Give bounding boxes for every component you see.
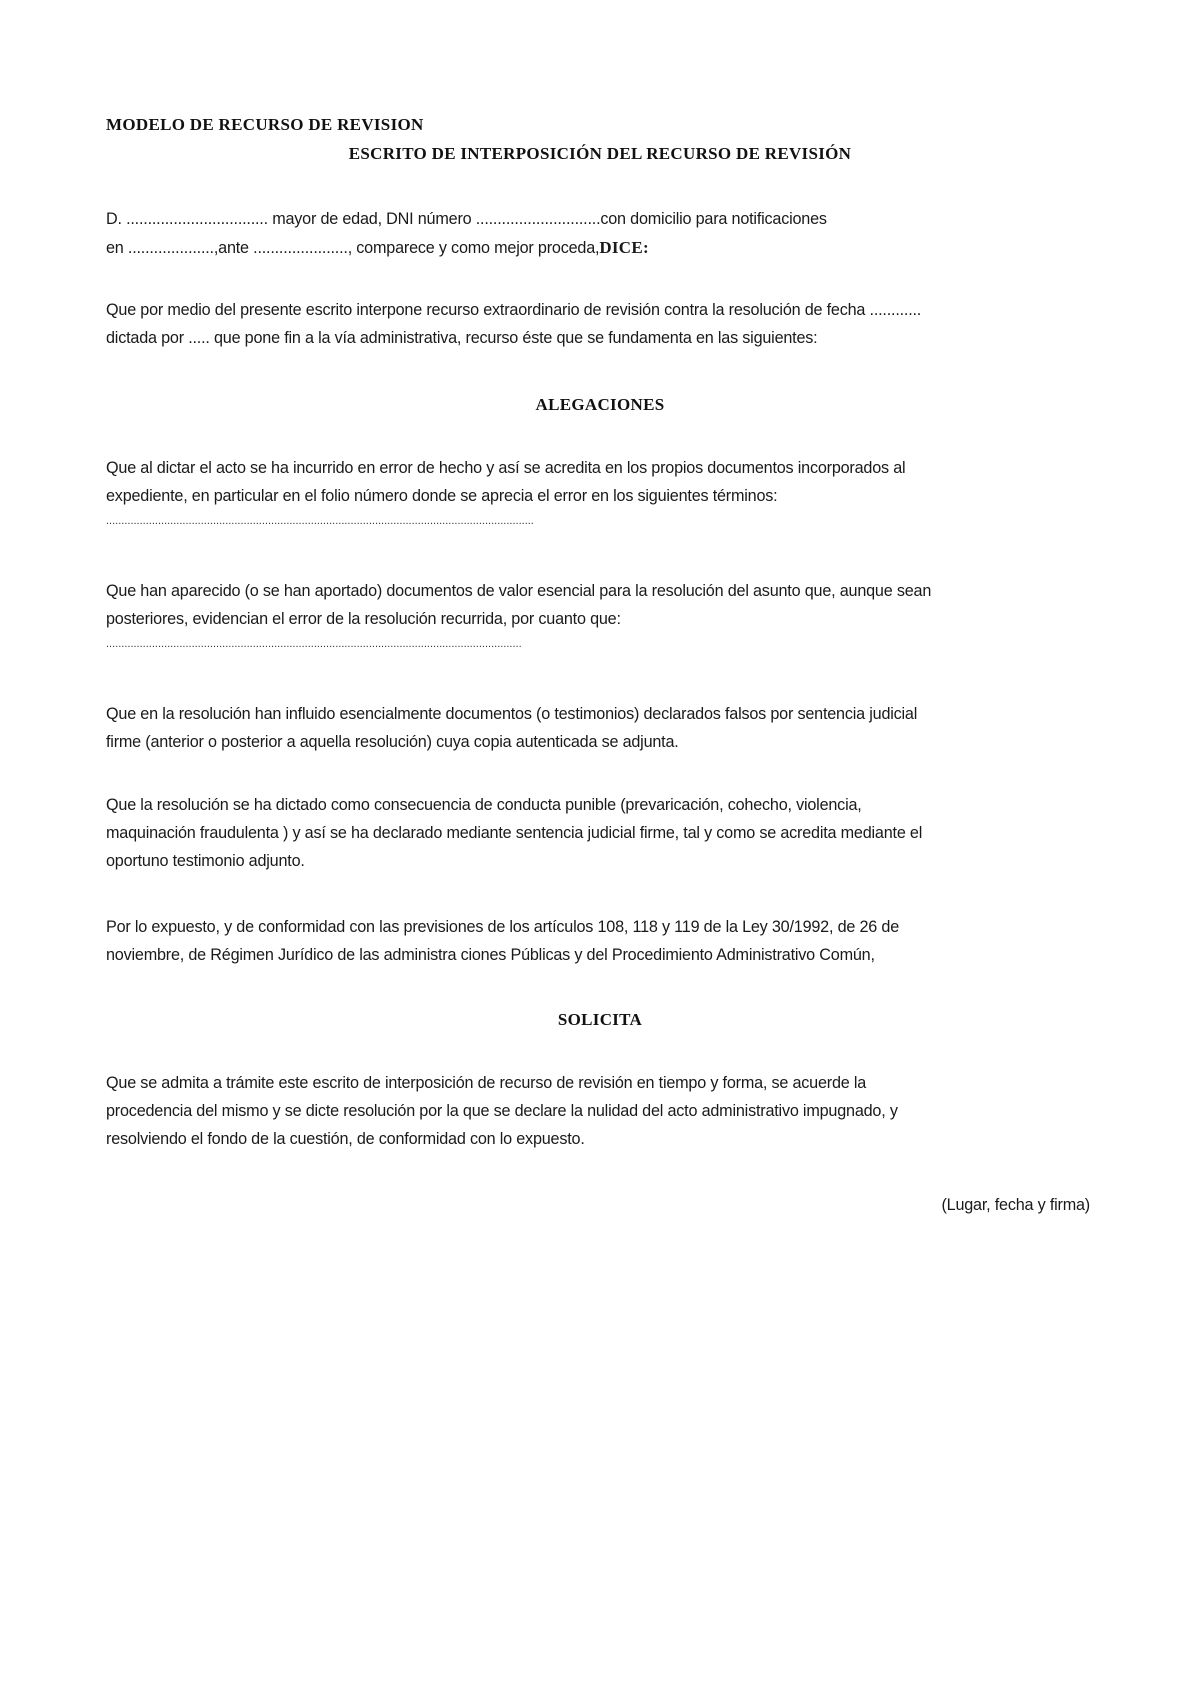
paragraph-1-line-1: Que por medio del presente escrito interpone recurso extraordinario de revisión contra la resolución de fecha ............ bbox=[106, 301, 922, 319]
dice-label: DICE: bbox=[599, 238, 649, 257]
alegacion-1-line-2: expediente, en particular en el folio número donde se aprecia el error en los siguientes términos: bbox=[106, 487, 778, 505]
conclusion-line-1: Por lo expuesto, y de conformidad con las previsiones de los artículos 108, 118 y 119 de la Ley 30/1992, de 26 de bbox=[106, 918, 899, 936]
alegacion-1-blank-line: ............................................................................................................................................ bbox=[106, 515, 534, 527]
solicitud-line-2: procedencia del mismo y se dicte resolución por la que se declare la nulidad del acto administrativo impugnado, y bbox=[106, 1102, 898, 1120]
signature-placeholder: (Lugar, fecha y firma) bbox=[941, 1196, 1090, 1214]
conclusion-line-2: noviembre, de Régimen Jurídico de las administra ciones Públicas y del Procedimiento Administrativo Común, bbox=[106, 946, 875, 964]
alegacion-4-line-3: oportuno testimonio adjunto. bbox=[106, 852, 305, 870]
paragraph-1-line-2: dictada por ..... que pone fin a la vía administrativa, recurso éste que se fundamenta en las siguientes: bbox=[106, 329, 818, 347]
section-heading-alegaciones: ALEGACIONES bbox=[535, 395, 665, 414]
intro-line-2-text: en ....................,ante ......................, comparece y como mejor proceda, bbox=[106, 239, 600, 257]
alegacion-2-line-1: Que han aparecido (o se han aportado) documentos de valor esencial para la resolución del asunto que, aunque sean bbox=[106, 582, 932, 600]
solicitud-line-3: resolviendo el fondo de la cuestión, de conformidad con lo expuesto. bbox=[106, 1130, 585, 1148]
document-title: MODELO DE RECURSO DE REVISION bbox=[106, 115, 424, 134]
section-heading-solicita: SOLICITA bbox=[557, 1010, 643, 1029]
solicitud-line-1: Que se admita a trámite este escrito de interposición de recurso de revisión en tiempo y forma, se acuerde la bbox=[106, 1074, 867, 1092]
intro-line-1: D. ................................. mayor de edad, DNI número .............................con domicilio para notificaciones bbox=[106, 210, 827, 228]
alegacion-2-line-2: posteriores, evidencian el error de la resolución recurrida, por cuanto que: bbox=[106, 610, 621, 628]
alegacion-3-line-1: Que en la resolución han influido esencialmente documentos (o testimonios) declarados falsos por sentencia judicial bbox=[106, 705, 918, 723]
intro-line-2 bbox=[106, 238, 649, 258]
alegacion-2-blank-line: ........................................................................................................................................ bbox=[106, 638, 522, 650]
alegacion-1-line-1: Que al dictar el acto se ha incurrido en error de hecho y así se acredita en los propios documentos incorporados al bbox=[106, 459, 906, 477]
alegacion-4-line-2: maquinación fraudulenta ) y así se ha declarado mediante sentencia judicial firme, tal y como se acredita mediante el bbox=[106, 824, 923, 842]
alegacion-4-line-1: Que la resolución se ha dictado como consecuencia de conducta punible (prevaricación, cohecho, violencia, bbox=[106, 796, 862, 814]
alegacion-3-line-2: firme (anterior o posterior a aquella resolución) cuya copia autenticada se adjunta. bbox=[106, 733, 679, 751]
document-subtitle: ESCRITO DE INTERPOSICIÓN DEL RECURSO DE REVISIÓN bbox=[348, 144, 852, 163]
